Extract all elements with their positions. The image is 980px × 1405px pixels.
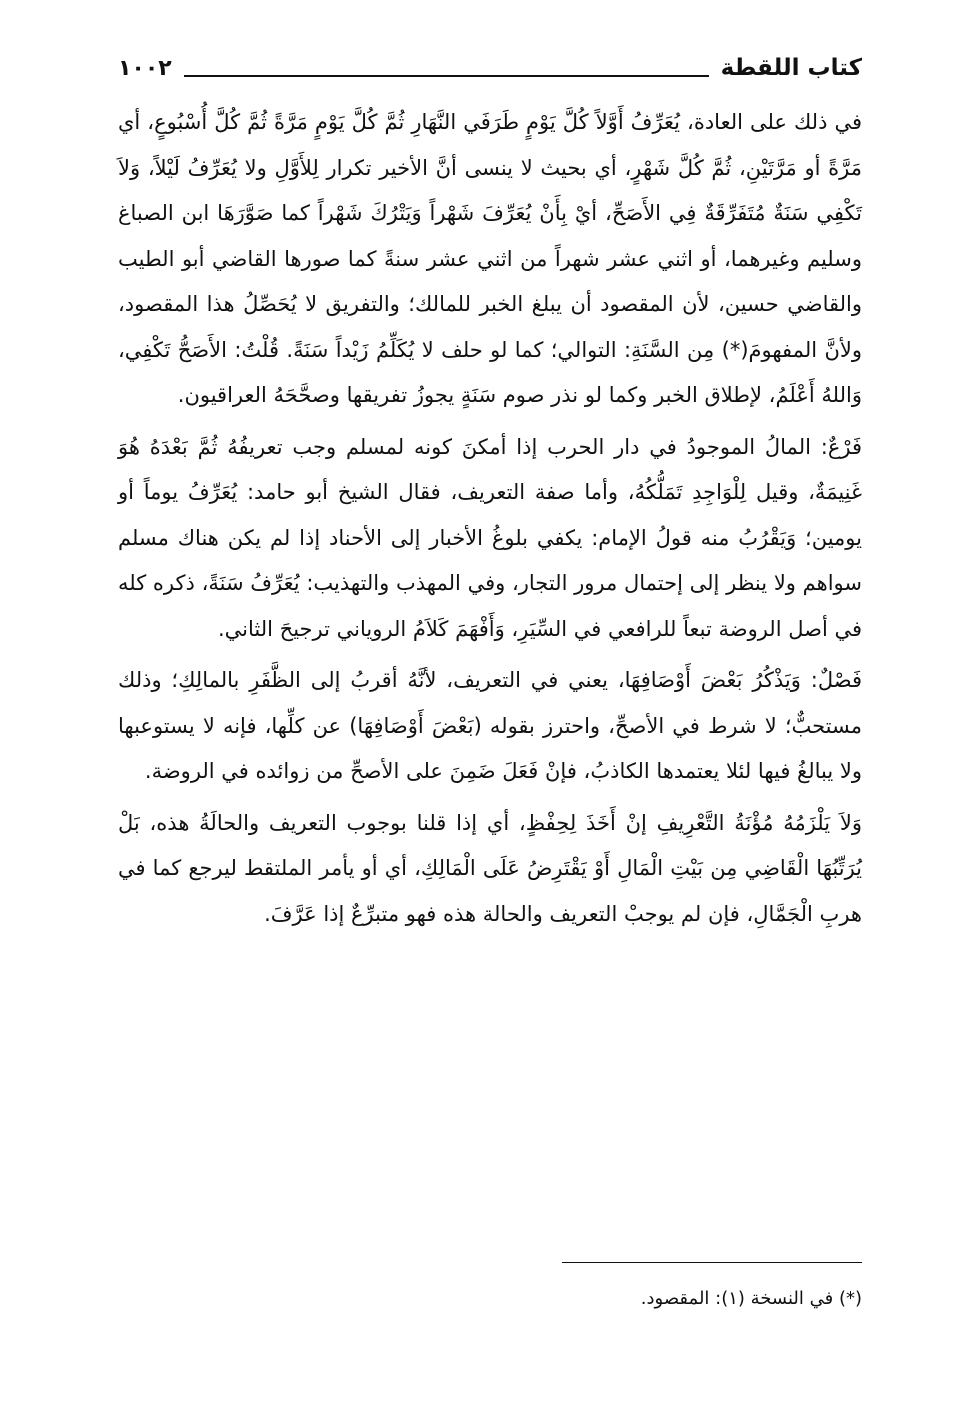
- book-title: كتاب اللقطة: [720, 55, 862, 81]
- body-text: [118, 100, 862, 941]
- running-head: [118, 44, 862, 80]
- footnote: (*) في النسخة (١): المقصود.: [640, 1288, 862, 1309]
- paragraph-4: وَلاَ يَلْزَمُهُ مُؤْنَةُ التَّعْرِيفِ إنْ أَخَذَ لِحِفْظٍ، أي إذا قلنا بوجوب التعريف والحالَةُ هذه، بَلْ يُرَتِّبُهَا الْقَاضِي مِن بَيْتِ الْمَالِ أَوْ يَقْتَرِضُ عَلَى الْمَالِكِ، أي أو يأمر الملتقط ليرجع كما في هربِ الْجَمَّالِ، فإن لم يوجبْ التعريف والحالة هذه فهو متبرِّعٌ إذا عَرَّفَ.: [118, 810, 862, 926]
- footnote-rule: [562, 1262, 862, 1263]
- paragraph-2: فَرْعٌ: المالُ الموجودُ في دار الحرب إذا أمكنَ كونه لمسلم وجب تعريفُهُ ثُمَّ بَعْدَهُ هُوَ غَنِيمَةٌ، وقيل لِلْوَاجِدِ تَمَلُّكُهُ، وأما صفة التعريف، فقال الشيخ أبو حامد: يُعَرِّفُ يوماً أو يومين؛ وَيَقْرُبُ منه قولُ الإمام: يكفي بلوغُ الأخبار إلى الأحناد إذا لم يكن هناك مسلم سواهم ولا ينظر إلى إحتمال مرور التجار، وفي المهذب والتهذيب: يُعَرِّفُ سَنَةً، ذكره كله في أصل الروضة تبعاً للرافعي في السِّيَرِ، وَأَفْهَمَ كَلاَمُ الروياني ترجيحَ الثاني.: [118, 434, 862, 641]
- header-rule: [184, 75, 709, 77]
- paragraph-3: فَصْلٌ: وَيَذْكُرُ بَعْضَ أَوْصَافِهَا، يعني في التعريف، لأنَّهُ أقربُ إلى الظَّفَرِ بالمالِكِ؛ وذلك مستحبٌّ؛ لا شرط في الأصحِّ، واحترز بقوله (بَعْضَ أَوْصَافِهَا) عن كلِّها، فإنه لا يستوعبها ولا يبالغُ فيها لئلا يعتمدها الكاذبُ، فإنْ فَعَلَ ضَمِنَ على الأصحِّ من زوائده في الروضة.: [118, 668, 862, 783]
- page-number: ١٠٠٢: [118, 56, 172, 81]
- paragraph-1: في ذلك على العادة، يُعَرِّفُ أَوَّلاً كُلَّ يَوْمٍ طَرَفَي النَّهَارِ ثُمَّ كُلَّ يَوْمٍ مَرَّةً ثُمَّ كُلَّ أُسْبُوعٍ، أي مَرَّةً أو مَرَّتَيْنِ، ثُمَّ كُلَّ شَهْرٍ، أي بحيث لا ينسى أنَّ الأخير تكرار لِلأَوَّلِ ولا يُعَرِّفُ لَيْلاً، وَلاَ تَكْفِي سَنَةٌ مُتَفَرِّقَةٌ فِي الأَصَحِّ، أيْ بِأَنْ يُعَرِّفَ شَهْراً وَيَتْرُكَ شَهْراً كما صَوَّرَهَا ابن الصباغ وسليم وغيرهما، أو اثني عشر شهراً من اثني عشر سنةً كما صورها القاضي أبو الطيب والقاضي حسين، لأن المقصود أن يبلغ الخبر للمالك؛ والتفريق لا يُحَصِّلُ هذا المقصود، ولأنَّ المفهومَ(*) مِن السَّنَةِ: التوالي؛ كما لو حلف لا يُكَلِّمُ زَيْداً سَنَةً. قُلْتُ: الأَصَحُّ تَكْفِي، وَاللهُ أَعْلَمُ، لإطلاق الخبر وكما لو نذر صوم سَنَةٍ يجوزُ تفريقها وصحَّحَهُ العراقيون.: [118, 110, 862, 407]
